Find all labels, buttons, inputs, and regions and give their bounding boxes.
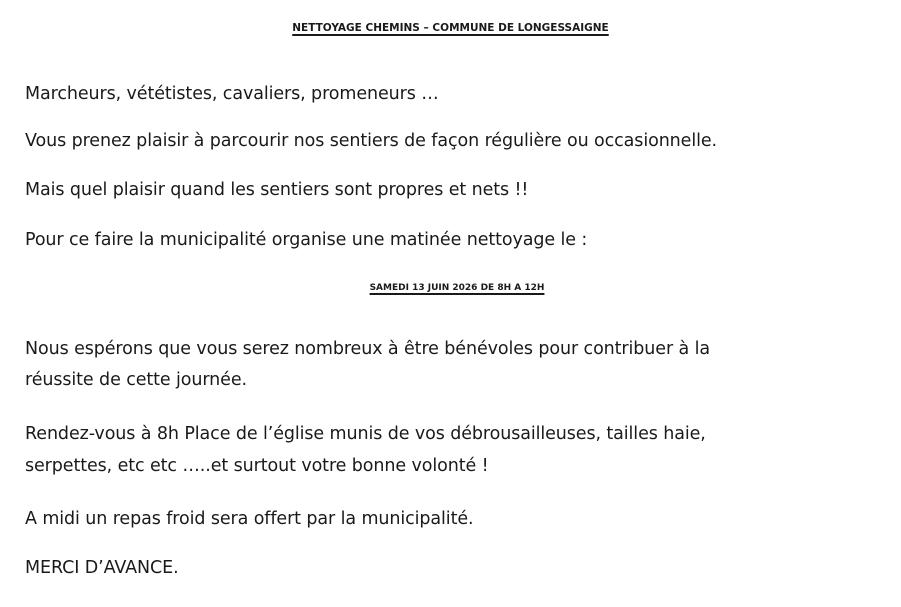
intro-line: Marcheurs, vététistes, cavaliers, promeneurs … xyxy=(25,84,439,104)
paragraph-3: Pour ce faire la municipalité organise une matinée nettoyage le : xyxy=(25,230,588,250)
paragraph-4-line-2: réussite de cette journée. xyxy=(25,370,247,390)
closing-line: MERCI D’AVANCE. xyxy=(25,558,179,578)
paragraph-6: A midi un repas froid sera offert par la municipalité. xyxy=(25,509,474,529)
paragraph-1: Vous prenez plaisir à parcourir nos sentiers de façon régulière ou occasionnelle. xyxy=(25,131,717,151)
paragraph-5-line-1: Rendez-vous à 8h Place de l’église munis de vos débrousailleuses, tailles haie, xyxy=(25,424,706,444)
event-date-heading: SAMEDI 13 JUIN 2026 DE 8H A 12H xyxy=(369,283,545,293)
document-title: NETTOYAGE CHEMINS – COMMUNE DE LONGESSAIGNE xyxy=(292,22,609,34)
paragraph-5-line-2: serpettes, etc etc …..et surtout votre bonne volonté ! xyxy=(25,456,489,476)
paragraph-4-line-1: Nous espérons que vous serez nombreux à être bénévoles pour contribuer à la xyxy=(25,339,710,359)
paragraph-2: Mais quel plaisir quand les sentiers sont propres et nets !! xyxy=(25,180,529,200)
